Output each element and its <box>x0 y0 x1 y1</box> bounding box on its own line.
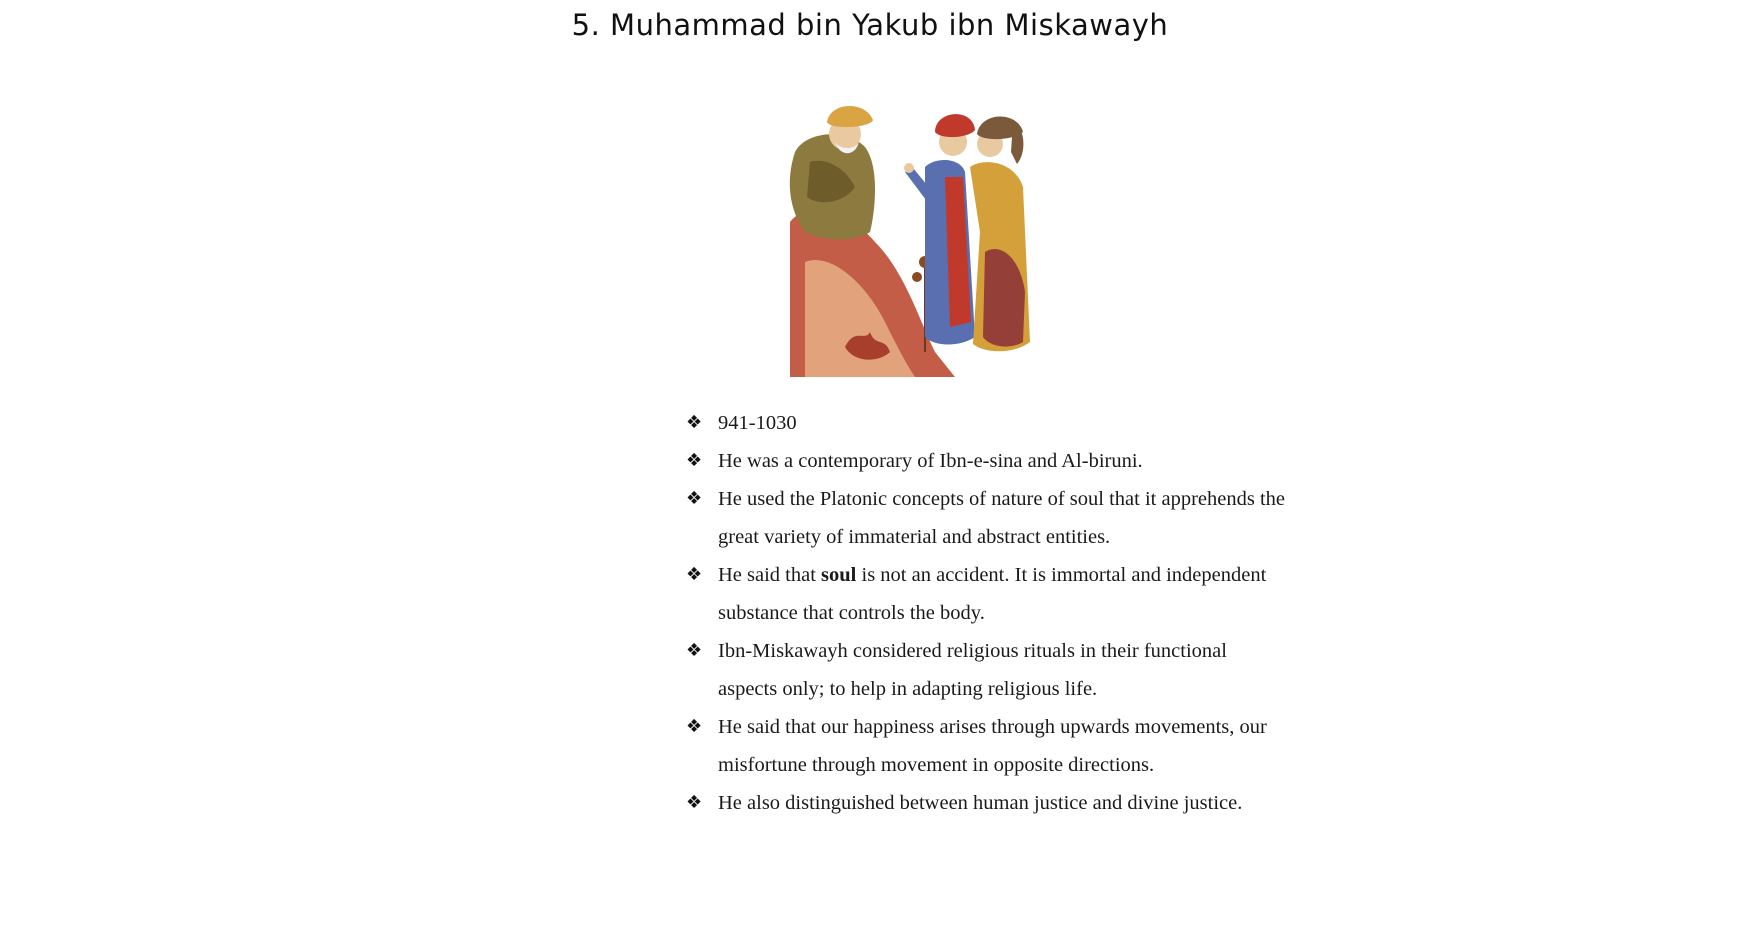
list-item <box>686 404 1286 442</box>
list-item-text-suffix: is not an accident. It is immortal and independent substance that controls the body. <box>718 564 1267 624</box>
list-item <box>686 784 1286 822</box>
diamond-bullet-icon: ❖ <box>686 716 703 737</box>
list-item-text: 941-1030 <box>718 412 797 434</box>
list-item-text: He said that our happiness arises through upwards movements, our misfortune through movement in opposite directions. <box>718 716 1267 776</box>
diamond-bullet-icon: ❖ <box>686 450 703 471</box>
bullet-list <box>686 404 1286 822</box>
list-item-text: Ibn-Miskawayh considered religious rituals in their functional aspects only; to help in adapting religious life. <box>718 640 1227 700</box>
list-item-text: He used the Platonic concepts of nature of soul that it apprehends the great variety of immaterial and abstract entities. <box>718 488 1286 548</box>
diamond-bullet-icon: ❖ <box>686 792 703 813</box>
illustration-manuscript-figures-icon <box>785 92 1055 382</box>
diamond-bullet-icon: ❖ <box>686 488 703 509</box>
list-item-text-prefix: He said that <box>718 564 822 586</box>
list-item-text: He was a contemporary of Ibn-e-sina and Al-biruni. <box>718 450 1143 472</box>
list-item-text: He also distinguished between human justice and divine justice. <box>718 792 1243 814</box>
list-item <box>686 556 1286 632</box>
list-item <box>686 632 1286 708</box>
diamond-bullet-icon: ❖ <box>686 564 703 585</box>
diamond-bullet-icon: ❖ <box>686 412 703 433</box>
list-item <box>686 442 1286 480</box>
page-title: 5. Muhammad bin Yakub ibn Miskawayh <box>571 8 1169 42</box>
diamond-bullet-icon: ❖ <box>686 640 703 661</box>
list-item <box>686 708 1286 784</box>
list-item-bold-term: soul <box>821 564 857 586</box>
list-item <box>686 480 1286 556</box>
